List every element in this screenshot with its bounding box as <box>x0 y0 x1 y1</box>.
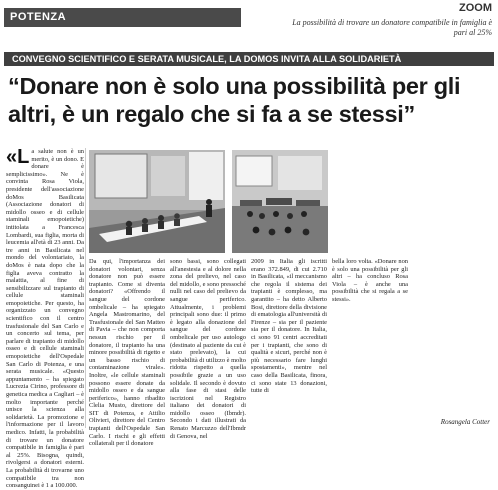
column-1-text: a salute non è un merito, è un dono. E donare è semplicissimo». Ne è convinta Rosa Viola, presidente dell'associazione doMos Basilicata (Associazione donatori di midollo osseo e di cellule staminali emopoietiche) intitolata a Francesca Lombardi, sua figlia, morta di leucemia all'età di 23 anni. Da tre anni in Basilicata nel mondo del volontariato, la doMos è nata dopo che la figlia aveva contratto la malattia, al fine di sensibilizzare sul trapianto di cellule staminali emopoietiche. Per questo, ha organizzato un convegno scientifico con il centro trasfusionale del San Carlo e un concerto sul tema, per parlare di trapianto di midollo osseo e di cellule staminali emopoietiche dell'Ospedale San Carlo di Potenza, e una serata musicale. «Questo appuntamento – ha spiegato Lucrezia Cirino, professore di genetica medica a Cagliari – è molto importante perché unisce la scienza alla solidarietà. La promozione e l'informazione per il lavoro medico. Infatti, la probabilità di trovare un donatore compatibile in famiglia è pari al 25%. Bisogna, quindi, rivolgersi a donatori esterni. La probabilità di trovarne uno compatibile tra non consanguinei è 1 a 100.000. <box>6 148 84 490</box>
section-title: POTENZA <box>4 8 241 27</box>
article-byline: Rosangela Cotter <box>440 418 490 426</box>
zoom-caption: La possibilità di trovare un donatore compatibile in famiglia è pari al 25% <box>292 18 492 37</box>
article-column-4: 2009 in Italia gli iscritti erano 372.849, di cui 2.710 in Basilicata, «il meccanismo che regola il sistema dei trapianti è complesso, ma garantito – ha detto Alberto Bosi, direttore della divisione di ematologia all'università di Firenze – sia per il paziente sia per il donatore. In Italia, ci sono 91 centri accreditati per i trapianti, che sono di qualità e sicuri, perché non è più necessario fare lunghi spostamenti», mentre nel caso della Basilicata, finora, ci sono state 13 donazioni, tutte di <box>251 258 327 395</box>
article-kicker: CONVEGNO SCIENTIFICO E SERATA MUSICALE, LA DOMOS INVITA ALLA SOLIDARIETÀ <box>4 52 494 66</box>
article-column-5: bella loro volta. «Donare non è solo una possibilità per gli altri – ha concluso Rosa Viola – è anche una possibilità che si regala a se stessi». <box>332 258 408 303</box>
article-column-3: sono bassi, sono collegati all'anestesia e al dolore nella zona del prelievo, nel caso del midollo, e sono pressoché nulli nel caso del prelievo da sangue periferico. Attualmente, i problemi principali sono due: il primo è legato alla donazione del sangue del cordone ombelicale per uso autologo (destinato al paziente da cui è stato prelevato), la cui probabilità di utilizzo è molto ridotta rispetto a quella possibile grazie a un uso solidale. Il secondo è dovuto alla fase di stasi delle iscrizioni nel Registro italiano dei donatori di midollo osseo (Ibmdr). Secondo i dati illustrati da Renato Marcuzzo dell'Ibmdr di Genova, nel <box>170 258 246 440</box>
conference-photo-audience <box>232 150 328 253</box>
article-column-2: Da qui, l'importanza dei donatori volontari, senza donatore non può essere trapianto. Come si diventa donatori? «Offrendo il sangue del cordone ombelicale – ha spiegato Angela Mastromarino, del Trasfusionale del San Matteo di Pavia – che non comporta nessun rischio per il donatore, il trapianto ha una minore possibilità di rigetto e un basso rischio di contaminazione virale». Inoltre, «le cellule staminali possono essere donate da midollo osseo e da sangue periferico», hanno ribadito Clelia Musto, direttore del SIT di Potenza, e Attilio Olivieri, direttore del Centro trapianti dell'Ospedale San Carlo. I rischi e gli effetti collaterali per il donatore <box>89 258 165 448</box>
article-headline: “Donare non è solo una possibilità per gli altri, è un regalo che si fa a se stessi” <box>8 73 461 127</box>
article-column-1 <box>6 146 84 490</box>
dropcap: «L <box>6 146 30 168</box>
column-divider <box>85 148 86 428</box>
conference-photo-hall <box>89 150 225 253</box>
zoom-label: ZOOM <box>459 2 492 14</box>
